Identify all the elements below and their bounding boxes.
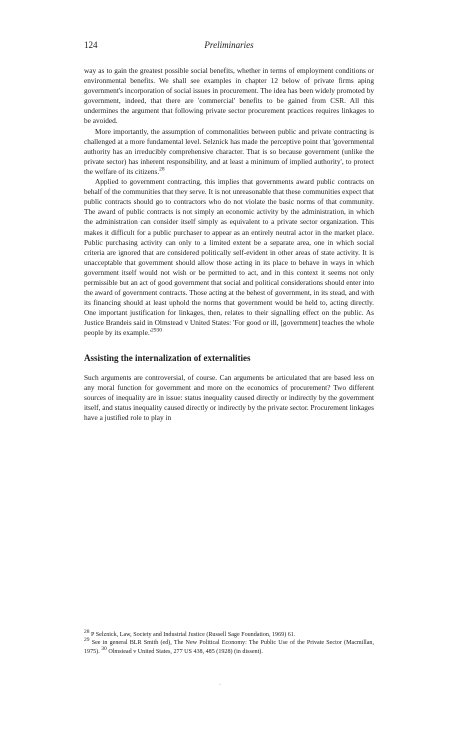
paragraph-government-contracting-text: Applied to government contracting, this implies that governments award public contracts on behalf of the communities that they serve. It is not unreasonable that these communities expect that public contracts should go to contractors who do not violate the basic norms of that community. The award of public contracts is not simply an economic activity by the administration, in which the administration can consider itself simply as equivalent to a private sector organization. This makes it difficult for a public purchaser to appear as an entirely neutral actor in the market place. Public purchasing activity can only to a limited extent be a separate area, one in which social criteria are ignored that are considered politically self-evident in other areas of state activity. It is unacceptable that government should allow those acting in its place to behave in ways in which government itself would not wish or be permitted to act, and in this context it seems not only permissible but an act of good government that social and political considerations should enter into the award of government contracts. Those acting at the behest of government, in its stead, and with its financing should at least uphold the norms that government would be held to, acting directly. One important justification for linkages, then, relates to their signalling effect on the public. As Justice Brandeis said in Olmstead v United States: 'For good or ill, [government] teaches the whole people by its example.' [84,177,374,338]
footnote-28-text: P Selznick, Law, Society and Industrial Justice (Russell Sage Foundation, 1969) 61. [91,632,296,638]
footnote-mark-28: 28 [84,628,90,635]
footnote-ref-29[interactable]: 29 [150,328,157,335]
section-heading: Assisting the internalization of externalities [84,352,251,363]
page-mark: · [219,682,221,688]
footnote-30-text: Olmstead v United States, 277 US 438, 485 (1928) (in dissent). [108,648,263,655]
paragraph-government-contracting [84,177,374,339]
footnote-29-text: See in general BLR Smith (ed), The New Political Economy: The Public Use of the Private Sector (Macmillan, 1975). [84,640,374,655]
page-header [84,40,374,54]
footnote-ref-28[interactable]: 28 [159,166,165,173]
footnotes [84,628,374,656]
body-text [84,66,374,423]
footnote-29 [84,639,374,656]
section-paragraph: Such arguments are controversial, of course. Can arguments be articulated that are based less on any moral function for government and more on the economics of procurement? Two different sources of inequality are in issue: status inequality caused directly or indirectly by the government itself, and status inequality caused directly or indirectly by the private sector. Procurement linkages have a justified role to play in [84,372,374,422]
footnote-mark-29: 29 [84,637,90,644]
footnote-ref-30[interactable]: 30 [156,328,162,335]
paragraph-continued: way as to gain the greatest possible social benefits, whether in terms of employment conditions or environmental benefits. We shall see examples in chapter 12 below of private firms aping government's incorporation of social issues in procurement. The idea has been widely promoted by government, indeed, that there are 'commercial' benefits to be gained from CSR. All this undermines the argument that following private sector procurement practices requires linkages to be avoided. [84,66,374,126]
page-number: 124 [84,40,98,50]
paragraph-selznick [84,127,374,177]
paragraph-selznick-text: More importantly, the assumption of commonalities between public and private contracting is challenged at a more fundamental level. Selznick has made the perceptive point that 'governmental authority has an irreducibly comprehensive character. That is so because government (unlike the private sector) has inherent responsibility, and at least a minimum of implied authority', to protect the welfare of its citizens. [84,126,374,176]
footnote-mark-30: 30 [101,645,107,652]
running-head: Preliminaries [204,40,254,50]
footnote-28 [84,628,374,639]
